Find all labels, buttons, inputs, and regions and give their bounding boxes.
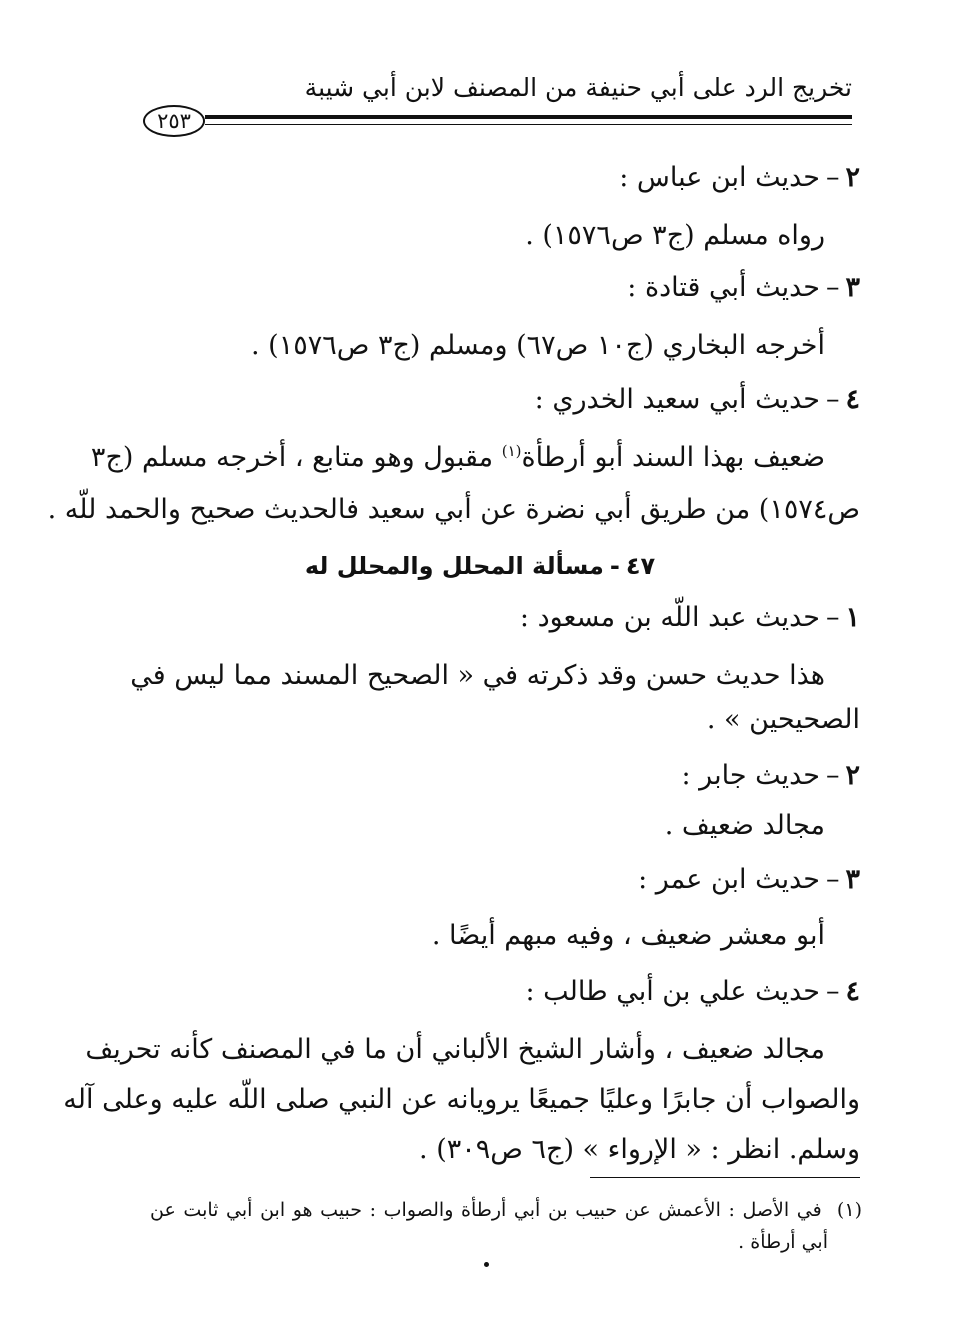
hadith-heading-abi-qatada [627,268,860,308]
item-title: حديث ابن عباس : [619,162,820,193]
running-header-title: تخريج الرد على أبي حنيفة من المصنف لابن أبي شيبة [304,73,852,102]
paragraph: أبو معشر ضعيف ، وفيه مبهم أيضًا . [431,920,825,951]
item-dash: – [825,864,840,895]
item-number: ٢ [845,162,860,193]
item-dash: – [825,272,840,303]
hadith-heading-jabir [682,756,861,796]
text-run: مقبول وهو متابع ، أخرجه مسلم (ج٣ [90,442,494,473]
paragraph: مجالد ضعيف . [664,810,825,841]
item-dash: – [825,976,840,1007]
footnote-reference[interactable]: (١) [501,442,522,460]
item-number: ٣ [845,272,860,303]
item-dash: – [825,602,840,633]
item-number: ٤ [845,976,860,1007]
item-title: حديث أبي قتادة : [627,272,820,303]
hadith-heading-ibn-masood [520,598,860,638]
item-title: حديث جابر : [681,760,820,791]
paragraph-line: مجالد ضعيف ، وأشار الشيخ الألباني أن ما في المصنف كأنه تحريف [85,1034,825,1065]
paragraph-line: هذا حديث حسن وقد ذكرته في « الصحيح المسند مما ليس في [130,660,825,691]
text-run: ضعيف بهذا السند أبو أرطأة [521,442,825,473]
header-rule-thin [205,124,852,125]
item-dash: – [825,384,840,415]
section-number: ٤٧ [625,552,656,580]
paragraph-line: والصواب أن جابرًا وعليًا جميعًا يرويانه عن النبي صلى اللّه عليه وعلى آله [63,1084,860,1115]
item-number: ٢ [845,760,860,791]
item-title: حديث علي بن أبي طالب : [525,976,820,1007]
section-title: مسألة المحلل والمحلل له [304,552,604,580]
footnote-line: أبي أرطأة . [738,1231,828,1253]
item-number: ٤ [845,384,860,415]
item-dash: – [825,162,840,193]
item-title: حديث ابن عمر : [638,864,820,895]
paragraph-line [90,438,825,478]
section-heading [0,546,960,586]
section-dash: - [609,552,620,580]
footnote-line [150,1196,862,1224]
footnote-text: في الأصل : الأعمش عن حبيب بن أبي أرطأة والصواب : حبيب هو ابن أبي ثابت عن [150,1199,822,1221]
page-dot-mark [484,1262,489,1267]
paragraph-line: الصحيحين » . [706,704,860,735]
item-number: ٣ [845,864,860,895]
hadith-heading-ali [525,972,860,1012]
item-title: حديث عبد اللّه بن مسعود : [519,602,820,633]
page-number: ٢٥٣ [143,105,205,137]
item-dash: – [825,760,840,791]
item-title: حديث أبي سعيد الخدري : [534,384,820,415]
footnote-rule [590,1177,860,1178]
hadith-heading-ibn-abbas [619,158,860,198]
paragraph: رواه مسلم (ج٣ ص١٥٧٦) . [525,220,825,251]
paragraph: أخرجه البخاري (ج١٠ ص٦٧) ومسلم (ج٣ ص١٥٧٦) . [251,330,825,361]
hadith-heading-ibn-umar [638,860,860,900]
item-number: ١ [845,602,860,633]
paragraph-line: ص١٥٧٤) من طريق أبي نضرة عن أبي سعيد فالحديث صحيح والحمد للّه . [47,494,860,525]
hadith-heading-abi-saeed [535,380,860,420]
footnote-marker: (١) [836,1199,862,1221]
paragraph-line: وسلم. انظر : « الإرواء » (ج٦ ص٣٠٩) . [419,1134,860,1165]
header-rule-thick [205,115,852,119]
